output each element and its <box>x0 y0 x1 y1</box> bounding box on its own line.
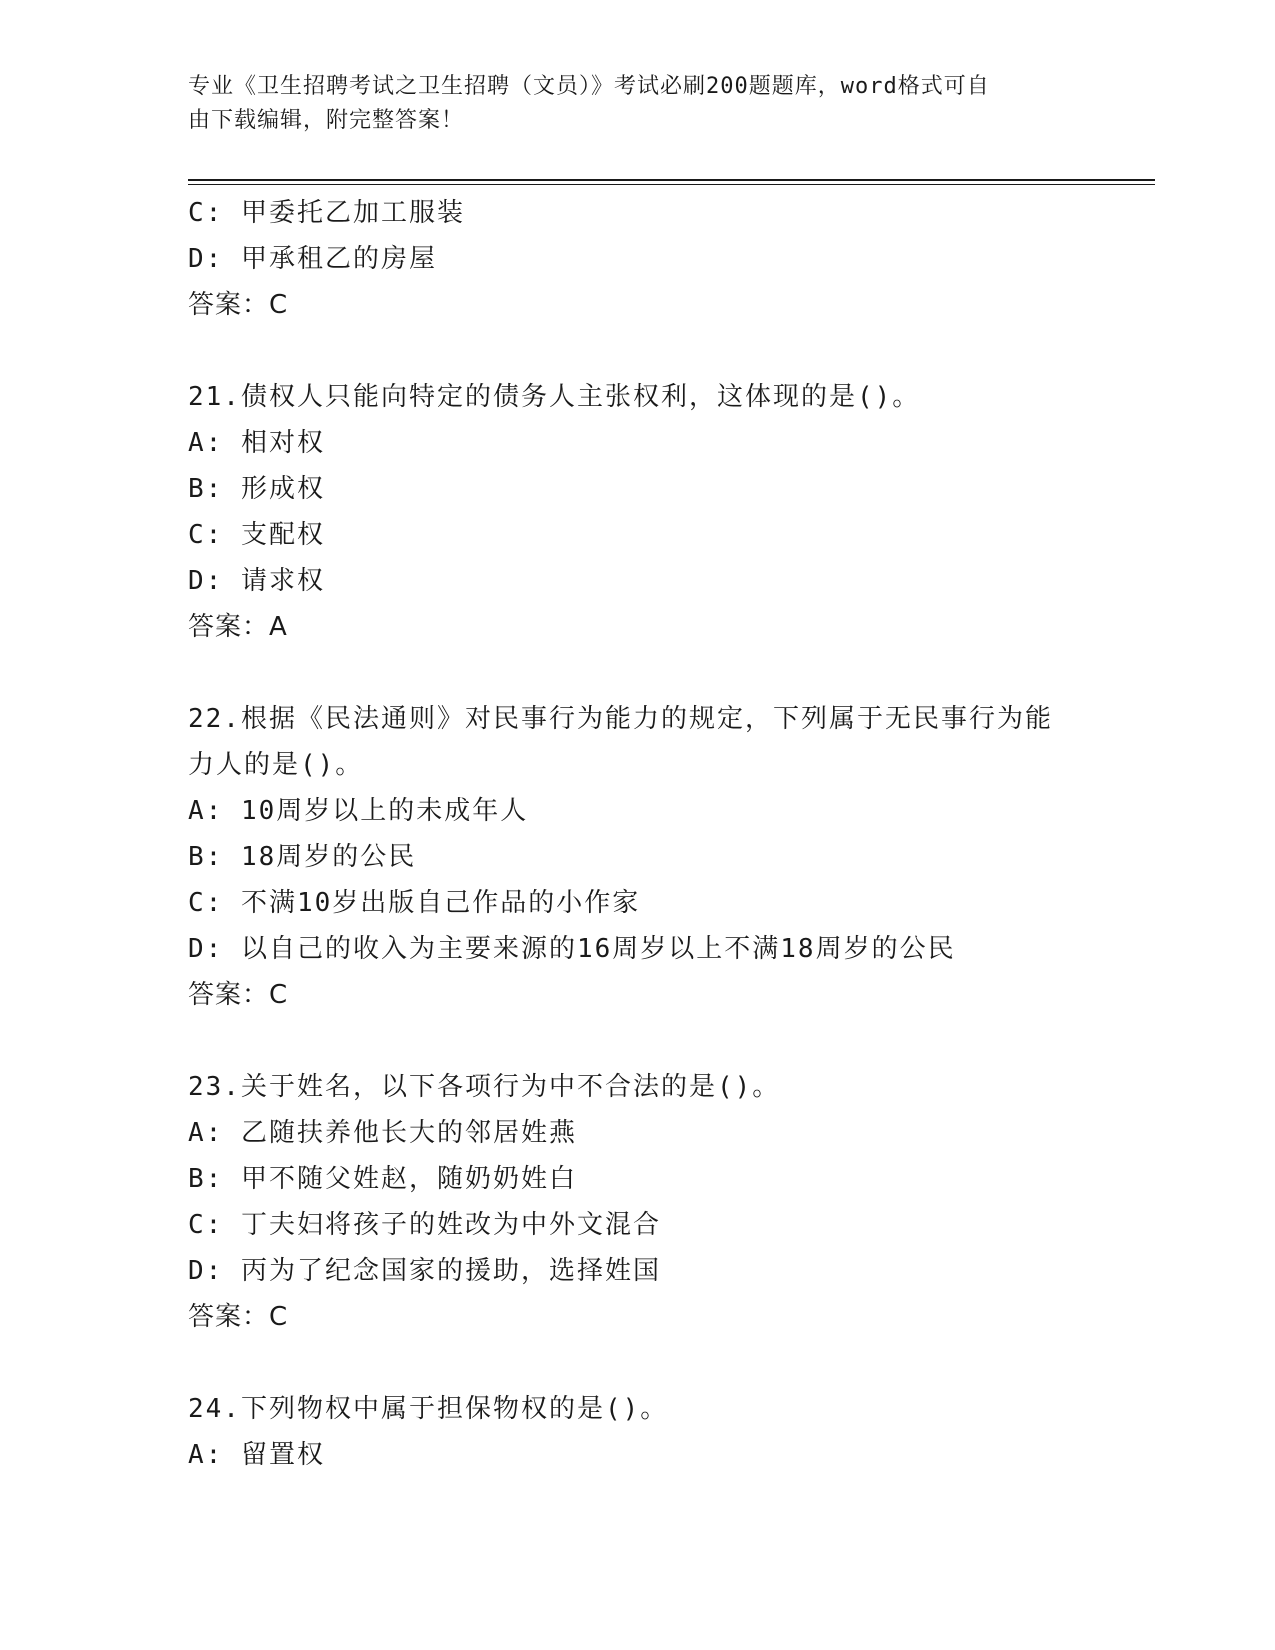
question-list <box>188 190 1088 1478</box>
header-divider-thick <box>188 179 1155 181</box>
spacer <box>188 1340 1088 1386</box>
question-stem-line-2: 力人的是()。 <box>188 750 364 780</box>
answer-line: 答案：A <box>188 612 288 642</box>
spacer <box>188 650 1088 696</box>
header-line-2: 由下载编辑，附完整答案！ <box>188 108 465 133</box>
option-a: A: 相对权 <box>188 428 325 458</box>
header-line-1: 专业《卫生招聘考试之卫生招聘（文员）》考试必刷200题题库，word格式可自 <box>188 74 990 99</box>
answer-line: 答案：C <box>188 290 289 320</box>
option-b: B: 甲不随父姓赵，随奶奶姓白 <box>188 1164 577 1194</box>
option-a: A: 留置权 <box>188 1440 325 1470</box>
option-b: B: 形成权 <box>188 474 325 504</box>
question-stem-line-1: 22.根据《民法通则》对民事行为能力的规定，下列属于无民事行为能 <box>188 704 1053 734</box>
option-c: C: 甲委托乙加工服装 <box>188 198 465 228</box>
option-c: C: 支配权 <box>188 520 325 550</box>
spacer <box>188 328 1088 374</box>
question-stem: 24.下列物权中属于担保物权的是()。 <box>188 1394 669 1424</box>
option-b: B: 18周岁的公民 <box>188 842 417 872</box>
option-a: A: 乙随扶养他长大的邻居姓燕 <box>188 1118 577 1148</box>
option-d: D: 以自己的收入为主要来源的16周岁以上不满18周岁的公民 <box>188 934 956 964</box>
option-c: C: 丁夫妇将孩子的姓改为中外文混合 <box>188 1210 661 1240</box>
answer-line: 答案：C <box>188 980 289 1010</box>
option-d: D: 丙为了纪念国家的援助，选择姓国 <box>188 1256 661 1286</box>
option-d: D: 甲承租乙的房屋 <box>188 244 437 274</box>
document-header <box>188 70 1078 138</box>
option-c: C: 不满10岁出版自己作品的小作家 <box>188 888 641 918</box>
question-stem: 23.关于姓名，以下各项行为中不合法的是()。 <box>188 1072 781 1102</box>
option-d: D: 请求权 <box>188 566 325 596</box>
option-a: A: 10周岁以上的未成年人 <box>188 796 529 826</box>
spacer <box>188 1018 1088 1064</box>
header-divider-thin <box>188 184 1155 185</box>
answer-line: 答案：C <box>188 1302 289 1332</box>
question-stem: 21.债权人只能向特定的债务人主张权利，这体现的是()。 <box>188 382 921 412</box>
